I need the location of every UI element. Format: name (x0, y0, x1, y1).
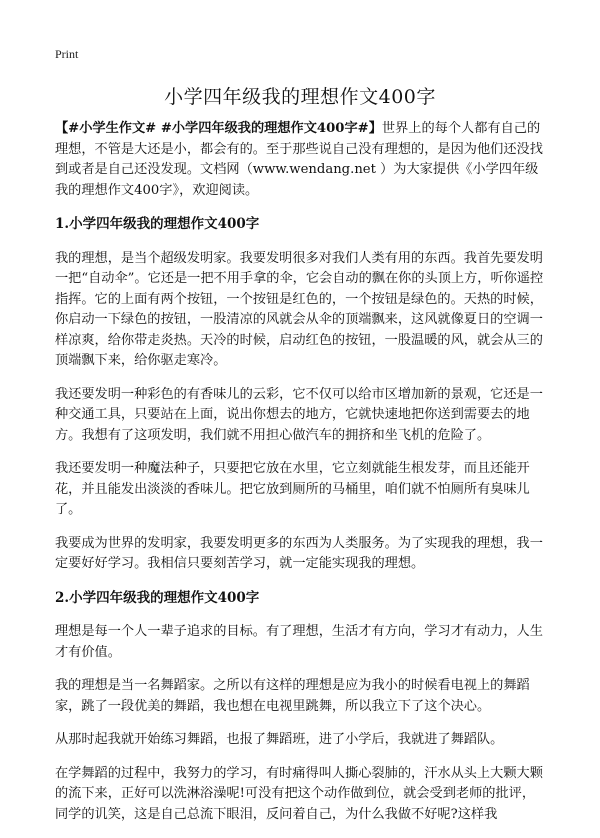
intro-text: 世界上的每个人都有自己的理想，不管是大还是小，都会有的。至于那些说自己没有理想的，是因为他们还没找到或者是自己还没发现。文档网（www.wendang.net ）为大家提供《小学四年级我的理想作文400字》，欢迎阅读。 (55, 121, 543, 198)
paragraph: 我的理想是当一名舞蹈家。之所以有这样的理想是应为我小的时候看电视上的舞蹈家，跳了一段优美的舞蹈，我也想在电视里跳舞，所以我立下了这个决心。 (55, 678, 530, 714)
paragraph: 我还要发明一种彩色的有香味儿的云彩，它不仅可以给市区增加新的景观，它还是一种交通工具，只要站在上面，说出你想去的地方，它就快速地把你送到需要去的地方。我想有了这项发明，我们就不用担心做汽车的拥挤和坐飞机的危险了。 (55, 386, 543, 443)
page-title: 小学四年级我的理想作文400字 (164, 86, 436, 108)
intro-tags: 【#小学生作文# #小学四年级我的理想作文400字#】 (55, 121, 382, 136)
paragraph: 在学舞蹈的过程中，我努力的学习，有时痛得叫人撕心裂肺的，汗水从头上大颗大颗的流下来，正好可以洗淋浴澡呢!可没有把这个动作做到位，就会受到老师的批评，同学的讥笑，这是自己总流下眼泪，反问着自己，为什么我做不好呢?这样我 (55, 765, 543, 822)
paragraph: 我的理想，是当个超级发明家。我要发明很多对我们人类有用的东西。我首先要发明一把“自动伞”。它还是一把不用手拿的伞，它会自动的飘在你的头顶上方，听你遥控指挥。它的上面有两个按钮，一个按钮是红色的，一个按钮是绿色的。天热的时候，你启动一下绿色的按钮，一股清凉的风就会从伞的顶端飘来，这风就像夏日的空调一样凉爽，给你带走炎热。天冷的时候，启动红色的按钮，一股温暖的风，就会从三的顶端飘下来，给你驱走寒冷。 (55, 250, 544, 368)
paragraph: 我还要发明一种魔法种子，只要把它放在水里，它立刻就能生根发芽，而且还能开花，并且能发出淡淡的香味儿。把它放到厕所的马桶里，咱们就不怕厕所有臭味儿了。 (55, 461, 530, 517)
print-link[interactable]: Print (55, 47, 79, 61)
paragraph: 理想是每一个人一辈子追求的目标。有了理想，生活才有方向，学习才有动力，人生才有价值。 (55, 624, 543, 660)
section-heading-2: 2.小学四年级我的理想作文400字 (55, 589, 260, 606)
section-heading-1: 1.小学四年级我的理想作文400字 (55, 216, 260, 232)
intro-paragraph (55, 119, 545, 201)
paragraph: 从那时起我就开始练习舞蹈，也报了舞蹈班，进了小学后，我就进了舞蹈队。 (55, 732, 504, 747)
article-body (55, 119, 545, 838)
paragraph: 我要成为世界的发明家，我要发明更多的东西为人类服务。为了实现我的理想，我一定要好好学习。我相信只要刻苦学习，就一定能实现我的理想。 (55, 535, 543, 571)
